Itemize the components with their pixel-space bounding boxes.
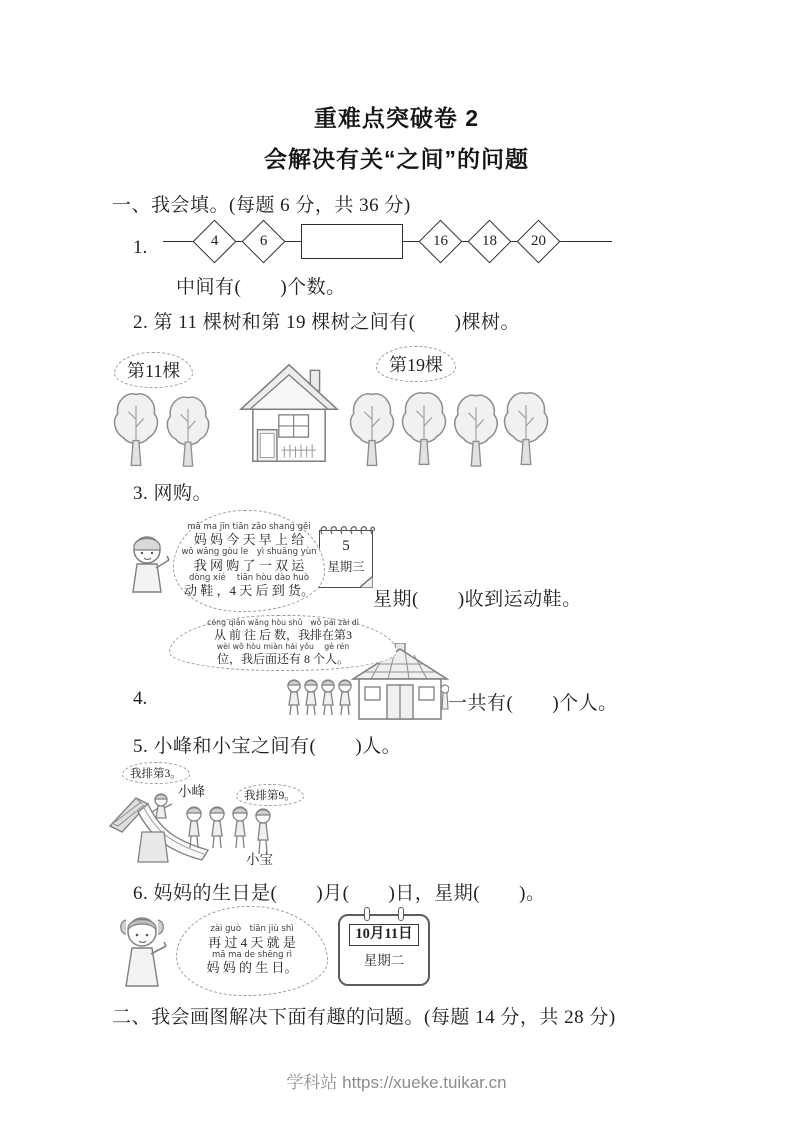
q3-text: 3. 网购。 <box>133 483 213 504</box>
hanzi-line: 我 网 购 了 一 双 运 <box>193 557 305 573</box>
diamond-value: 18 <box>482 232 497 249</box>
q5-bubble-rank9: 我排第9。 <box>236 784 304 806</box>
tree-icon <box>164 394 212 468</box>
pinyin-line: zài guò tiān jiù shì <box>210 924 294 935</box>
pinyin-line: mā ma de shēng rì <box>211 950 293 960</box>
q2-cloud-right: 第19棵 <box>376 346 456 382</box>
q3-answer-line: 星期( )收到运动鞋。 <box>373 589 582 610</box>
pinyin-line: mā ma jīn tiān zǎo shang gěi <box>187 521 311 532</box>
q2-text: 2. 第 11 棵树和第 19 棵树之间有( )棵树。 <box>133 312 520 333</box>
q4-number: 4. <box>133 688 148 709</box>
q6-text: 6. 妈妈的生日是( )月( )日，星期( )。 <box>133 883 546 904</box>
diamond-value: 4 <box>210 232 219 249</box>
q1-diamond-18 <box>468 219 512 263</box>
pinyin-line: wǒ wǎng gòu le yì shuāng yùn <box>181 547 317 558</box>
q6-speech-bubble <box>176 906 328 996</box>
tree-icon <box>112 390 160 468</box>
q4-answer-line: 一共有( )个人。 <box>448 693 618 714</box>
page-title: 重难点突破卷 2 <box>313 105 480 131</box>
q1-answer-line: 中间有( )个数。 <box>176 277 346 298</box>
q5-label-xiaofeng: 小峰 <box>178 784 205 799</box>
q1-blank-box <box>301 224 403 259</box>
footer-site-link: 学科站 https://xueke.tuikar.cn <box>286 1073 507 1092</box>
q1-diamond-6 <box>242 219 286 263</box>
children-walking-icon <box>285 677 355 719</box>
folded-corner-icon <box>359 574 373 588</box>
q1-diamond-16 <box>419 219 463 263</box>
q3-speech-bubble <box>173 510 325 612</box>
q1-number: 1. <box>133 237 148 258</box>
q5-bubble-rank3: 我排第3。 <box>122 762 190 784</box>
tree-icon <box>400 388 448 468</box>
calendar-date: 10月11日 <box>349 924 418 946</box>
q1-diamond-4 <box>193 219 237 263</box>
q1-diamond-20 <box>517 219 561 263</box>
q2-illustration <box>108 346 558 472</box>
pinyin-line: cóng qián wǎng hòu shǔ wǒ pái zài dì <box>207 618 359 628</box>
diamond-value: 20 <box>531 232 546 249</box>
calendar-ring-icon <box>364 907 370 921</box>
q5-text: 5. 小峰和小宝之间有( )人。 <box>133 736 402 757</box>
house-icon <box>238 358 340 468</box>
section-two-heading: 二、我会画图解决下面有趣的问题。(每题 14 分，共 28 分) <box>112 1007 616 1028</box>
page-subtitle: 会解决有关“之间”的问题 <box>264 146 529 172</box>
q4-speech-bubble <box>169 615 397 671</box>
hanzi-line: 从 前 往 后 数，我排在第3 <box>213 628 352 642</box>
section-one-heading: 一、我会填。(每题 6 分，共 36 分) <box>112 195 411 216</box>
q2-cloud-left: 第11棵 <box>114 352 193 388</box>
hanzi-line: 妈 妈 的 生 日。 <box>206 960 298 976</box>
q1-number-line <box>163 220 612 262</box>
tree-icon <box>502 388 550 468</box>
q3-calendar-note <box>319 530 373 588</box>
tree-icon <box>348 390 396 468</box>
q6-calendar <box>338 914 430 986</box>
diamond-value: 16 <box>433 232 448 249</box>
girl-icon <box>114 910 174 992</box>
q6-illustration <box>112 904 442 1002</box>
pinyin-line: wèi wǒ hòu miàn hái yǒu gè rén <box>216 642 350 651</box>
q5-label-xiaobao: 小宝 <box>246 852 273 867</box>
calendar-day: 5 <box>342 538 350 554</box>
calendar-ring-icon <box>398 907 404 921</box>
q5-illustration <box>106 760 336 868</box>
hanzi-line: 动 鞋 ，4 天 后 到 货。 <box>184 583 315 599</box>
hanzi-line: 再 过 4 天 就 是 <box>208 934 296 950</box>
calendar-weekday: 星期二 <box>363 952 405 968</box>
tree-icon <box>452 392 500 468</box>
hanzi-line: 位，我后面还有 8 个人。 <box>216 651 349 666</box>
spiral-rings-icon <box>318 522 376 536</box>
pinyin-line: dòng xié tiān hòu dào huò <box>188 572 310 583</box>
child-icon <box>123 530 175 600</box>
diamond-value: 6 <box>259 232 268 249</box>
calendar-weekday: 星期三 <box>327 560 365 574</box>
hanzi-line: 妈 妈 今 天 早 上 给 <box>193 531 305 547</box>
